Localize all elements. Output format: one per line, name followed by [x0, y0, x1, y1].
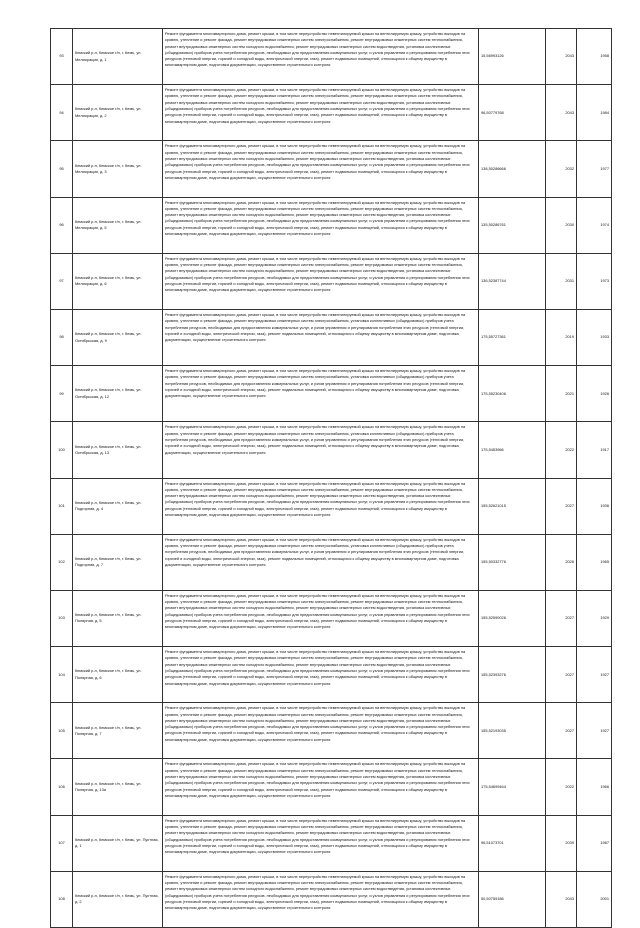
build-year-cell: 1927 — [577, 647, 612, 703]
row-number: 99 — [51, 366, 73, 422]
row-number: 108 — [51, 871, 73, 927]
cost-cell: 96,50779768 — [479, 85, 546, 141]
table-row — [51, 815, 612, 871]
works-description-cell: Ремонт фундамента многоквартирного дома, ремонт крыши, в том числе переустройство невентилируемой крыши на вентилируемую крышу, устройство выходов на кровлю, утепление и ремонт фасада, ремонт внутридомовых инженерных систем электроснабжения, ремонт внутридомовых инженерных систем теплоснабжения, ремонт внутридомовых инженерных систем холодного водоснабжения, ремонт внутридомовых инженерных систем водоотведения, установка коллективных (общедомовых) приборов учета потребления ресурсов, необходимых для предоставления коммунальных услуг, и узлов управления и регулирования потребления этих ресурсов (тепловой энергии, горячей и холодной воды, электрической энергии, газа), ремонт подвальных помещений, относящихся к общему имуществу в многоквартирном доме, подготовка документации, осуществление строительного контроля — [163, 85, 479, 141]
cost-cell: 155,52193035 — [479, 703, 546, 759]
table-row — [51, 703, 612, 759]
works-description-cell: Ремонт фундамента многоквартирного дома, ремонт крыши, в том числе переустройство невентилируемой крыши на вентилируемую крышу, устройство выходов на кровлю, утепление и ремонт фасада, ремонт внутридомовых инженерных систем электроснабжения, установка коллективных (общедомовых) приборов учета потребления ресурсов, необходимых для предоставления коммунальных услуг, и узлов управления и регулирования потребления этих ресурсов (тепловой энергии, горячей и холодной воды, электрической энергии, газа), ремонт подвальных помещений, относящихся к общему имуществу в многоквартирном доме, подготовка документации, осуществление строительного контроля — [163, 534, 479, 590]
row-number: 104 — [51, 647, 73, 703]
cost-cell: 136,52387744 — [479, 253, 546, 309]
cost-cell: 155,52393276 — [479, 647, 546, 703]
build-year-cell: 1927 — [577, 703, 612, 759]
table-row — [51, 253, 612, 309]
planned-year-cell: 2039 — [546, 815, 577, 871]
works-description-cell: Ремонт фундамента многоквартирного дома, ремонт крыши, в том числе переустройство невентилируемой крыши на вентилируемую крышу, устройство выходов на кровлю, утепление и ремонт фасада, ремонт внутридомовых инженерных систем электроснабжения, ремонт внутридомовых инженерных систем теплоснабжения, ремонт внутридомовых инженерных систем холодного водоснабжения, ремонт внутридомовых инженерных систем водоотведения, установка коллективных (общедомовых) приборов учета потребления ресурсов, необходимых для предоставления коммунальных услуг, и узлов управления и регулирования потребления этих ресурсов (тепловой энергии, горячей и холодной воды, электрической энергии, газа), ремонт подвальных помещений, относящихся к общему имуществу в многоквартирном доме, подготовка документации, осуществление строительного контроля — [163, 703, 479, 759]
planned-year-cell: 2022 — [546, 759, 577, 815]
planned-year-cell: 2022 — [546, 422, 577, 478]
planned-year-cell: 2043 — [546, 871, 577, 927]
build-year-cell: 1974 — [577, 197, 612, 253]
works-description-cell: Ремонт фундамента многоквартирного дома, ремонт крыши, в том числе переустройство невентилируемой крыши на вентилируемую крышу, устройство выходов на кровлю, утепление и ремонт фасада, ремонт внутридомовых инженерных систем электроснабжения, ремонт внутридомовых инженерных систем теплоснабжения, ремонт внутридомовых инженерных систем холодного водоснабжения, ремонт внутридомовых инженерных систем водоотведения, установка коллективных (общедомовых) приборов учета потребления ресурсов, необходимых для предоставления коммунальных услуг, и узлов управления и регулирования потребления этих ресурсов (тепловой энергии, горячей и холодной воды, электрической энергии, газа), ремонт подвальных помещений, относящихся к общему имуществу в многоквартирном доме, подготовка документации, осуществление строительного контроля — [163, 590, 479, 646]
works-description-cell: Ремонт фундамента многоквартирного дома, ремонт крыши, в том числе переустройство невентилируемой крыши на вентилируемую крышу, устройство выходов на кровлю, утепление и ремонт фасада, ремонт внутридомовых инженерных систем электроснабжения, ремонт внутридомовых инженерных систем теплоснабжения, ремонт внутридомовых инженерных систем холодного водоснабжения, ремонт внутридомовых инженерных систем водоотведения, установка коллективных (общедомовых) приборов учета потребления ресурсов, необходимых для предоставления коммунальных услуг, и узлов управления и регулирования потребления этих ресурсов (тепловой энергии, горячей и холодной воды, электрической энергии, газа), ремонт подвальных помещений, относящихся к общему имуществу в многоквартирном доме, подготовка документации, осуществление строительного контроля — [163, 29, 479, 85]
table-row — [51, 197, 612, 253]
cost-cell: 155,52590026 — [479, 590, 546, 646]
build-year-cell: 2001 — [577, 871, 612, 927]
address-cell: Кемский р-н, Кемское г/п, г. Кемь, ул. Подгорная, д. 4 — [73, 478, 163, 534]
address-cell: Кемский р-н, Кемское г/п, г. Кемь, ул. Мелиорации, д. 2 — [73, 85, 163, 141]
cost-cell: 175,55727361 — [479, 309, 546, 365]
address-cell: Кемский р-н, Кемское г/п, г. Кемь, ул. Полярная, д. 5 — [73, 590, 163, 646]
table-row — [51, 422, 612, 478]
build-year-cell: 1984 — [577, 85, 612, 141]
row-number: 93 — [51, 29, 73, 85]
address-cell: Кемский р-н, Кемское г/п, г. Кемь, ул. Полярная, д. 6 — [73, 647, 163, 703]
planned-year-cell: 2019 — [546, 309, 577, 365]
table-row — [51, 590, 612, 646]
table-row — [51, 478, 612, 534]
table-row — [51, 759, 612, 815]
table-row — [51, 85, 612, 141]
works-description-cell: Ремонт фундамента многоквартирного дома, ремонт крыши, в том числе переустройство невентилируемой крыши на вентилируемую крышу, устройство выходов на кровлю, утепление и ремонт фасада, ремонт внутридомовых инженерных систем электроснабжения, ремонт внутридомовых инженерных систем теплоснабжения, ремонт внутридомовых инженерных систем холодного водоснабжения, ремонт внутридомовых инженерных систем водоотведения, установка коллективных (общедомовых) приборов учета потребления ресурсов, необходимых для предоставления коммунальных услуг, и узлов управления и регулирования потребления этих ресурсов (тепловой энергии, горячей и холодной воды, электрической энергии, газа), ремонт подвальных помещений, относящихся к общему имуществу в многоквартирном доме, подготовка документации, осуществление строительного контроля — [163, 197, 479, 253]
cost-cell: 96,51073701 — [479, 815, 546, 871]
works-description-cell: Ремонт фундамента многоквартирного дома, ремонт крыши, в том числе переустройство невентилируемой крыши на вентилируемую крышу, устройство выходов на кровлю, утепление и ремонт фасада, ремонт внутридомовых инженерных систем электроснабжения, ремонт внутридомовых инженерных систем теплоснабжения, ремонт внутридомовых инженерных систем холодного водоснабжения, ремонт внутридомовых инженерных систем водоотведения, установка коллективных (общедомовых) приборов учета потребления ресурсов, необходимых для предоставления коммунальных услуг, и узлов управления и регулирования потребления этих ресурсов (тепловой энергии, горячей и холодной воды, электрической энергии, газа), ремонт подвальных помещений, относящихся к общему имуществу в многоквартирном доме, подготовка документации, осуществление строительного контроля — [163, 759, 479, 815]
row-number: 102 — [51, 534, 73, 590]
build-year-cell: 1987 — [577, 815, 612, 871]
build-year-cell: 1958 — [577, 29, 612, 85]
planned-year-cell: 2027 — [546, 478, 577, 534]
address-cell: Кемский р-н, Кемское г/п, г. Кемь, ул. Полярная, д. 7 — [73, 703, 163, 759]
build-year-cell: 1977 — [577, 141, 612, 197]
works-description-cell: Ремонт фундамента многоквартирного дома, ремонт крыши, в том числе переустройство невентилируемой крыши на вентилируемую крышу, устройство выходов на кровлю, утепление и ремонт фасада, ремонт внутридомовых инженерных систем электроснабжения, установка коллективных (общедомовых) приборов учета потребления ресурсов, необходимых для предоставления коммунальных услуг, и узлов управления и регулирования потребления этих ресурсов (тепловой энергии, горячей и холодной воды, электрической энергии, газа), ремонт подвальных помещений, относящихся к общему имуществу в многоквартирном доме, подготовка документации, осуществление строительного контроля — [163, 422, 479, 478]
planned-year-cell: 2043 — [546, 85, 577, 141]
table-row — [51, 29, 612, 85]
table-row — [51, 871, 612, 927]
build-year-cell: 1965 — [577, 534, 612, 590]
table-row — [51, 366, 612, 422]
row-number: 97 — [51, 253, 73, 309]
cost-cell: 155,50332776 — [479, 534, 546, 590]
row-number: 94 — [51, 85, 73, 141]
works-description-cell: Ремонт фундамента многоквартирного дома, ремонт крыши, в том числе переустройство невентилируемой крыши на вентилируемую крышу, устройство выходов на кровлю, утепление и ремонт фасада, ремонт внутридомовых инженерных систем электроснабжения, ремонт внутридомовых инженерных систем теплоснабжения, ремонт внутридомовых инженерных систем холодного водоснабжения, ремонт внутридомовых инженерных систем водоотведения, установка коллективных (общедомовых) приборов учета потребления ресурсов, необходимых для предоставления коммунальных услуг, и узлов управления и регулирования потребления этих ресурсов (тепловой энергии, горячей и холодной воды, электрической энергии, газа), ремонт подвальных помещений, относящихся к общему имуществу в многоквартирном доме, подготовка документации, осуществление строительного контроля — [163, 253, 479, 309]
address-cell: Кемский р-н, Кемское г/п, г. Кемь, ул. Октябрьская, д. 13 — [73, 422, 163, 478]
works-description-cell: Ремонт фундамента многоквартирного дома, ремонт крыши, в том числе переустройство невентилируемой крыши на вентилируемую крышу, устройство выходов на кровлю, утепление и ремонт фасада, ремонт внутридомовых инженерных систем электроснабжения, установка коллективных (общедомовых) приборов учета потребления ресурсов, необходимых для предоставления коммунальных услуг, и узлов управления и регулирования потребления этих ресурсов (тепловой энергии, горячей и холодной воды, электрической энергии, газа), ремонт подвальных помещений, относящихся к общему имуществу в многоквартирном доме, подготовка документации, осуществление строительного контроля — [163, 366, 479, 422]
works-description-cell: Ремонт фундамента многоквартирного дома, ремонт крыши, в том числе переустройство невентилируемой крыши на вентилируемую крышу, устройство выходов на кровлю, утепление и ремонт фасада, ремонт внутридомовых инженерных систем электроснабжения, ремонт внутридомовых инженерных систем теплоснабжения, ремонт внутридомовых инженерных систем холодного водоснабжения, ремонт внутридомовых инженерных систем водоотведения, установка коллективных (общедомовых) приборов учета потребления ресурсов, необходимых для предоставления коммунальных услуг, и узлов управления и регулирования потребления этих ресурсов (тепловой энергии, горячей и холодной воды, электрической энергии, газа), ремонт подвальных помещений, относящихся к общему имуществу в многоквартирном доме, подготовка документации, осуществление строительного контроля — [163, 871, 479, 927]
build-year-cell: 1926 — [577, 366, 612, 422]
row-number: 107 — [51, 815, 73, 871]
cost-cell: 138,50286666 — [479, 141, 546, 197]
row-number: 98 — [51, 309, 73, 365]
row-number: 101 — [51, 478, 73, 534]
cost-cell: 135,50286761 — [479, 197, 546, 253]
row-number: 100 — [51, 422, 73, 478]
planned-year-cell: 2026 — [546, 534, 577, 590]
row-number: 95 — [51, 141, 73, 197]
build-year-cell: 1933 — [577, 309, 612, 365]
works-description-cell: Ремонт фундамента многоквартирного дома, ремонт крыши, в том числе переустройство невентилируемой крыши на вентилируемую крышу, устройство выходов на кровлю, утепление и ремонт фасада, ремонт внутридомовых инженерных систем электроснабжения, ремонт внутридомовых инженерных систем теплоснабжения, ремонт внутридомовых инженерных систем холодного водоснабжения, ремонт внутридомовых инженерных систем водоотведения, установка коллективных (общедомовых) приборов учета потребления ресурсов, необходимых для предоставления коммунальных услуг, и узлов управления и регулирования потребления этих ресурсов (тепловой энергии, горячей и холодной воды, электрической энергии, газа), ремонт подвальных помещений, относящихся к общему имуществу в многоквартирном доме, подготовка документации, осуществление строительного контроля — [163, 815, 479, 871]
build-year-cell: 1917 — [577, 422, 612, 478]
row-number: 105 — [51, 703, 73, 759]
row-number: 96 — [51, 197, 73, 253]
address-cell: Кемский р-н, Кемское г/п, г. Кемь, ул. Октябрьская, д. 9 — [73, 309, 163, 365]
planned-year-cell: 2032 — [546, 141, 577, 197]
build-year-cell: 1966 — [577, 759, 612, 815]
table-row — [51, 534, 612, 590]
cost-cell: 155,52621015 — [479, 478, 546, 534]
table-row — [51, 647, 612, 703]
table-row — [51, 309, 612, 365]
address-cell: Кемский р-н, Кемское г/п, г. Кемь, ул. Октябрьская, д. 12 — [73, 366, 163, 422]
planned-year-cell: 2031 — [546, 253, 577, 309]
cost-cell: 175,5453966 — [479, 422, 546, 478]
build-year-cell: 1929 — [577, 590, 612, 646]
table-body — [51, 29, 612, 928]
address-cell: Кемский р-н, Кемское г/п, г. Кемь, ул. Подгорная, д. 7 — [73, 534, 163, 590]
table-row — [51, 141, 612, 197]
cost-cell: 50,50759186 — [479, 871, 546, 927]
address-cell: Кемский р-н, Кемское г/п, г. Кемь, ул. Пустная, д. 2 — [73, 871, 163, 927]
capital-repair-table — [50, 28, 612, 928]
planned-year-cell: 2030 — [546, 197, 577, 253]
works-description-cell: Ремонт фундамента многоквартирного дома, ремонт крыши, в том числе переустройство невентилируемой крыши на вентилируемую крышу, устройство выходов на кровлю, утепление и ремонт фасада, ремонт внутридомовых инженерных систем электроснабжения, ремонт внутридомовых инженерных систем теплоснабжения, ремонт внутридомовых инженерных систем холодного водоснабжения, ремонт внутридомовых инженерных систем водоотведения, установка коллективных (общедомовых) приборов учета потребления ресурсов, необходимых для предоставления коммунальных услуг, и узлов управления и регулирования потребления этих ресурсов (тепловой энергии, горячей и холодной воды, электрической энергии, газа), ремонт подвальных помещений, относящихся к общему имуществу в многоквартирном доме, подготовка документации, осуществление строительного контроля — [163, 141, 479, 197]
planned-year-cell: 2021 — [546, 366, 577, 422]
address-cell: Кемский р-н, Кемское г/п, г. Кемь, ул. Полярная, д. 13а — [73, 759, 163, 815]
planned-year-cell: 2027 — [546, 590, 577, 646]
address-cell: Кемский р-н, Кемское г/п, г. Кемь, ул. Мелиорации, д. 3 — [73, 141, 163, 197]
cost-cell: 15,56993126 — [479, 29, 546, 85]
cost-cell: 175,54699464 — [479, 759, 546, 815]
build-year-cell: 1936 — [577, 478, 612, 534]
address-cell: Кемский р-н, Кемское г/п, г. Кемь, ул. Мелиорации, д. 6 — [73, 253, 163, 309]
cost-cell: 175,55230406 — [479, 366, 546, 422]
address-cell: Кемский р-н, Кемское г/п, г. Кемь, ул. Мелиорации, д. 1 — [73, 29, 163, 85]
row-number: 103 — [51, 590, 73, 646]
works-description-cell: Ремонт фундамента многоквартирного дома, ремонт крыши, в том числе переустройство невентилируемой крыши на вентилируемую крышу, устройство выходов на кровлю, утепление и ремонт фасада, ремонт внутридомовых инженерных систем электроснабжения, ремонт внутридомовых инженерных систем теплоснабжения, ремонт внутридомовых инженерных систем холодного водоснабжения, ремонт внутридомовых инженерных систем водоотведения, установка коллективных (общедомовых) приборов учета потребления ресурсов, необходимых для предоставления коммунальных услуг, и узлов управления и регулирования потребления этих ресурсов (тепловой энергии, горячей и холодной воды, электрической энергии, газа), ремонт подвальных помещений, относящихся к общему имуществу в многоквартирном доме, подготовка документации, осуществление строительного контроля — [163, 478, 479, 534]
planned-year-cell: 2027 — [546, 647, 577, 703]
planned-year-cell: 2027 — [546, 703, 577, 759]
works-description-cell: Ремонт фундамента многоквартирного дома, ремонт крыши, в том числе переустройство невентилируемой крыши на вентилируемую крышу, устройство выходов на кровлю, утепление и ремонт фасада, ремонт внутридомовых инженерных систем электроснабжения, установка коллективных (общедомовых) приборов учета потребления ресурсов, необходимых для предоставления коммунальных услуг, и узлов управления и регулирования потребления этих ресурсов (тепловой энергии, горячей и холодной воды, электрической энергии, газа), ремонт подвальных помещений, относящихся к общему имуществу в многоквартирном доме, подготовка документации, осуществление строительного контроля — [163, 309, 479, 365]
works-description-cell: Ремонт фундамента многоквартирного дома, ремонт крыши, в том числе переустройство невентилируемой крыши на вентилируемую крышу, устройство выходов на кровлю, утепление и ремонт фасада, ремонт внутридомовых инженерных систем электроснабжения, ремонт внутридомовых инженерных систем теплоснабжения, ремонт внутридомовых инженерных систем холодного водоснабжения, ремонт внутридомовых инженерных систем водоотведения, установка коллективных (общедомовых) приборов учета потребления ресурсов, необходимых для предоставления коммунальных услуг, и узлов управления и регулирования потребления этих ресурсов (тепловой энергии, горячей и холодной воды, электрической энергии, газа), ремонт подвальных помещений, относящихся к общему имуществу в многоквартирном доме, подготовка документации, осуществление строительного контроля — [163, 647, 479, 703]
planned-year-cell: 2043 — [546, 29, 577, 85]
address-cell: Кемский р-н, Кемское г/п, г. Кемь, ул. Мелиорации, д. 5 — [73, 197, 163, 253]
address-cell: Кемский р-н, Кемское г/п, г. Кемь, ул. Пустная, д. 1 — [73, 815, 163, 871]
build-year-cell: 1973 — [577, 253, 612, 309]
row-number: 106 — [51, 759, 73, 815]
